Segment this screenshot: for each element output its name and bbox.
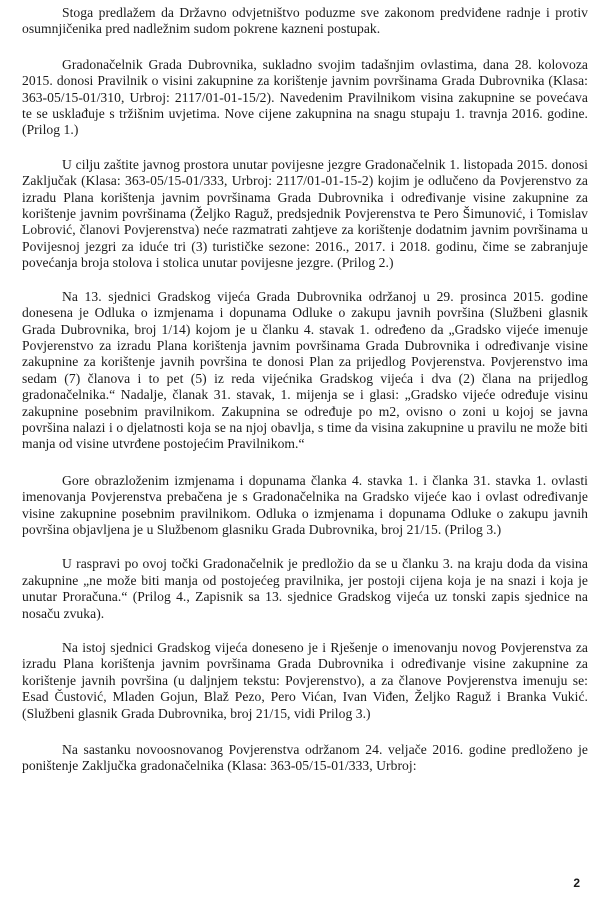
paragraph-pravilnik: Gradonačelnik Grada Dubrovnika, sukladno svojim tadašnjim ovlastima, dana 28. kolovoza 2015. donosi Pravilnik o visini zakupnine za korištenje javnim površinama Grada Dubrovnika (Klasa: 363-05/15-01/310, Urbroj: 2117/01-01-15/2). Navedenim Pravilnikom visina zakupnine se povećava te se usklađuje s tržišnim uvjetima. Nove cijene zakupnina na snagu stupaju 1. travnja 2016. godine. (Prilog 1.) <box>22 56 588 138</box>
paragraph-13th-session: Na 13. sjednici Gradskog vijeća Grada Dubrovnika održanoj u 29. prosinca 2015. godine donesena je Odluka o izmjenama i dopunama Odluke o zakupu javnih površina (Službeni glasnik Grada Dubrovnika, broj 1/14) kojom je u članku 4. stavak 1. određeno da „Gradsko vijeće imenuje Povjerenstvo za izradu Plana korištenja javnim površinama Grada Dubrovnika i određivanje visine zakupnine za korištenje javnih površina te donosi Plan za prijedlog Povjerenstva. Povjerenstvo ima sedam (7) članova i to pet (5) iz reda vijećnika Gradskog vijeća i dva (2) člana na prijedlog gradonačelnika.“ Nadalje, članak 31. stavak, 1. mijenja se i glasi: „Gradsko vijeće određuje visinu zakupnine posebnim pravilnikom. Zakupnina se određuje po m2, ovisno o zoni u kojoj se javna površina nalazi i o djelatnosti koja se na njoj obavlja, s time da visina zakupnine u pravilu ne može biti manja od visine utvrđene postojećim Pravilnikom.“ <box>22 288 588 452</box>
page-number: 2 <box>573 876 580 890</box>
paragraph-amendments: Gore obrazloženim izmjenama i dopunama članka 4. stavka 1. i članka 31. stavka 1. ovlasti imenovanja Povjerenstva prebačena je s Gradonačelnika na Gradsko vijeće kao i ovlast određivanje visine zakupnine posebnim pravilnikom. Odluka o izmjenama i dopunama Odluke o zakupu javnih površina objavljena je u Službenom glasniku Grada Dubrovnika, broj 21/15. (Prilog 3.) <box>22 472 588 537</box>
document-body <box>22 5 588 793</box>
paragraph-commission-meeting: Na sastanku novoosnovanog Povjerenstva održanom 24. veljače 2016. godine predloženo je poništenje Zaključka gradonačelnika (Klasa: 363-05/15-01/333, Urbroj: <box>22 742 588 774</box>
paragraph-debate: U raspravi po ovoj točki Gradonačelnik je predložio da se u članku 3. na kraju doda da visina zakupnine „ne može biti manja od postojećeg pravilnika, jer postoji cijena koja je na snazi i koja je unutar Proračuna.“ (Prilog 4., Zapisnik sa 13. sjednice Gradskog vijeća uz tonski zapis sjednice na nosaču zvuka). <box>22 556 588 621</box>
paragraph-commission-appointment: Na istoj sjednici Gradskog vijeća doneseno je i Rješenje o imenovanju novog Povjerenstva za izradu Plana korištenja javnim površinama Grada Dubrovnika i određivanje visine zakupnine za korištenje javnih površina (u daljnjem tekstu: Povjerenstvo), a za članove Povjerenstva imenuju se: Esad Čustović, Mladen Gojun, Blaž Pezo, Pero Vićan, Ivan Viđen, Željko Raguž i Branka Vukić. (Službeni glasnik Grada Dubrovnika, broj 21/15, vidi Prilog 3.) <box>22 640 588 721</box>
paragraph-proposal: Stoga predlažem da Državno odvjetništvo poduzme sve zakonom predviđene radnje i protiv osumnjičenika pred nadležnim sudom pokrene kazneni postupak. <box>22 5 588 37</box>
paragraph-zakljucak: U cilju zaštite javnog prostora unutar povijesne jezgre Gradonačelnik 1. listopada 2015. donosi Zaključak (Klasa: 363-05/15-01/333, Urbroj: 2117/01-01-15-2) kojim je odlučeno da Povjerenstvo za izradu Plana korištenja javnim površinama Grada Dubrovnika i određivanje visine zakupnine za korištenje javnim površinama (Željko Raguž, predsjednik Povjerenstva te Pero Šimunović, i Tomislav Lobrović, članovi Povjerenstva) neće razmatrati zahtjeve za korištenje dodatnim javnim površinama u Povijesnoj jezgri za iduće tri (3) turističke sezone: 2016., 2017. i 2018. godinu, čime se zabranjuje povećanja broja stolova i stolica unutar povijesne jezgre. (Prilog 2.) <box>22 156 588 271</box>
